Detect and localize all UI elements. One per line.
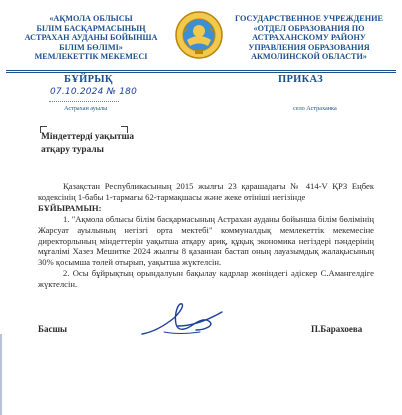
- order-subject: [41, 131, 134, 156]
- order-kind-kazakh: БҰЙРЫҚ: [64, 74, 113, 85]
- header-divider: [6, 70, 396, 71]
- handwritten-date-number: 07.10.2024 № 180: [50, 87, 137, 97]
- header-line: УПРАВЛЕНИЯ ОБРАЗОВАНИЯ: [248, 42, 370, 52]
- place-russian: село Астраханка: [293, 105, 337, 112]
- place-kazakh: Астрахан ауылы: [64, 105, 108, 112]
- header-line: МЕМЛЕКЕТТІК МЕКЕМЕСІ: [34, 52, 148, 62]
- header-divider: [6, 72, 396, 73]
- header-org-russian: [224, 14, 394, 62]
- signatory-title: Басшы: [38, 324, 68, 334]
- scan-edge: [0, 334, 2, 415]
- subject-line: Міндеттерді уақытша: [41, 132, 135, 142]
- header-line: АСТРАХАНСКОМУ РАЙОНУ: [252, 33, 366, 43]
- header-line: «АҚМОЛА ОБЛЫСЫ: [49, 14, 133, 23]
- header-line: ГОСУДАРСТВЕННОЕ УЧРЕЖДЕНИЕ: [235, 14, 383, 23]
- header-line: БІЛІМ БӨЛІМІ»: [59, 42, 123, 52]
- order-item: 1. "Ақмола облысы білім басқармасының Астрахан ауданы бойынша білім бөлімінің Жарсуат ауылының негізгі орта мектебі" коммуналдық мемлекеттік мекемесіне директорлының міндеттерін уақытша атқару ариқ, құқық экономика негіздері пәндерінің мұғалімі Хазез Мешитке 2024 жылғы 8 қазаннан бастап оның лауазымдық жалақысының 30% қосымша төлей отырып, уақытша жүктелсін.: [38, 213, 374, 268]
- header-line: «ОТДЕЛ ОБРАЗОВАНИЯ ПО: [253, 23, 365, 33]
- preamble-paragraph: Қазақстан Республикасының 2015 жылғы 23 қарашадағы № 414-V ҚРЗ Еңбек кодексінің 1-бабы 1-тармағы 62-тармақшасы және жеке өтініші негізінде: [38, 181, 374, 202]
- signatory-name: П.Барахоева: [311, 324, 363, 334]
- header-line: АКМОЛИНСКОЙ ОБЛАСТИ»: [251, 52, 367, 62]
- state-emblem-icon: [174, 10, 224, 60]
- order-kind-russian: ПРИКАЗ: [278, 74, 324, 85]
- header-line: БІЛІМ БАСҚАРМАСЫНЫҢ: [36, 23, 146, 33]
- order-body: [38, 181, 374, 290]
- handwritten-signature: [134, 296, 230, 342]
- subject-line: атқару туралы: [41, 144, 104, 155]
- command-word: БҰЙЫРАМЫН:: [38, 202, 102, 213]
- header-line: АСТРАХАН АУДАНЫ БОЙЫНША: [24, 33, 158, 43]
- order-item: 2. Осы бұйрықтың орындалуын бақылау кадрлар жөніндегі әдіскер С.Амангелдіге жүктелсін.: [38, 268, 374, 290]
- header-org-kazakh: [6, 14, 176, 62]
